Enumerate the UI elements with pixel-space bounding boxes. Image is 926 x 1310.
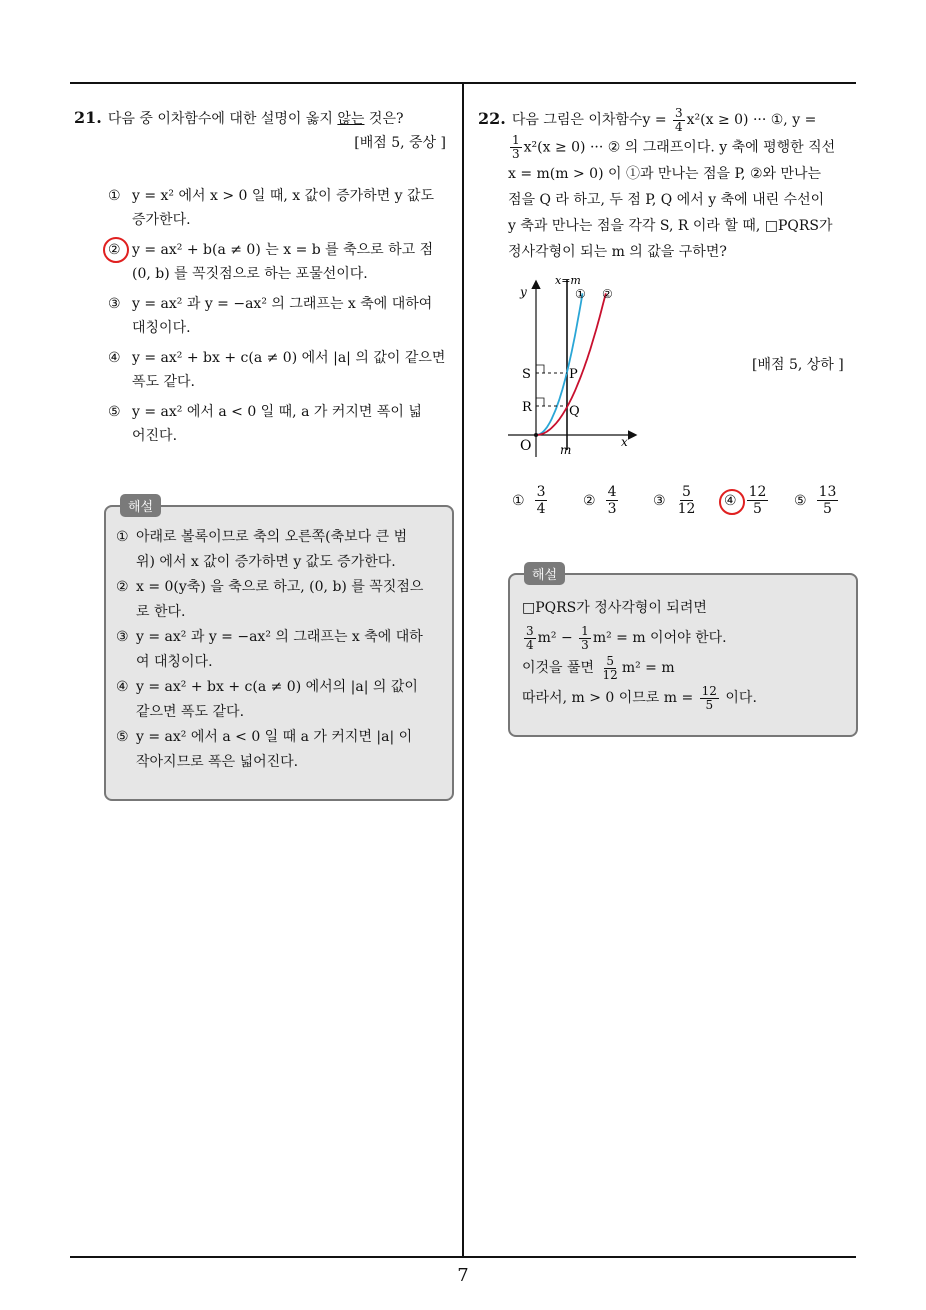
q22-line-5: y 축과 만나는 점을 각각 S, R 이라 할 때, □PQRS가	[508, 217, 833, 234]
label-c2: ②	[602, 287, 613, 301]
label-x: x	[621, 435, 628, 449]
label-S: S	[522, 367, 531, 382]
column-divider	[462, 82, 464, 1258]
q22-answer-5[interactable]: ⑤ $\frac{13}{5}$	[794, 484, 837, 517]
q22-answer-4[interactable]: ④ $\frac{12}{5}$	[724, 484, 767, 517]
question-22	[478, 106, 858, 265]
q22-answer-1[interactable]: ① $\frac{3}{4}$	[512, 484, 546, 517]
q22-solution-line-2: $\frac{3}{4}$ m² − $\frac{1}{3}$ m² = m 이어야 한다.	[526, 623, 727, 652]
q22-line-6: 정사각형이 되는 m 의 값을 구하면?	[508, 243, 727, 260]
q21-number: 21.	[74, 108, 102, 127]
q22-answer-3[interactable]: ③ $\frac{5}{12}$	[653, 484, 696, 517]
q21-stem: 21. 다음 중 이차함수에 대한 설명이 옳지 않는 것은?	[74, 108, 404, 127]
question-21	[74, 106, 446, 155]
q21-choice-4[interactable]: ④ y = ax² + bx + c(a ≠ 0) 에서 |a| 의 값이 같으면 폭도 같다.	[108, 350, 446, 390]
q22-points: [배점 5, 상하 ]	[752, 357, 844, 373]
q21-underlined-word: 않는	[337, 111, 365, 127]
q22-answer-mark-circle	[719, 489, 745, 515]
label-y: y	[520, 285, 527, 299]
label-R: R	[522, 400, 532, 415]
q22-solution-tag: 해설	[524, 562, 565, 585]
label-c1: ①	[575, 287, 586, 301]
right-angle-S	[536, 365, 544, 373]
q21-choice-5[interactable]: ⑤ y = ax² 에서 a < 0 일 때, a 가 커지면 폭이 넓 어진다.	[108, 404, 422, 444]
q21-solution-2: ② x = 0(y축) 을 축으로 하고, (0, b) 를 꼭짓점으 로 한다.	[116, 579, 424, 620]
label-x-eq-m: x=m	[555, 274, 581, 287]
q21-solution-3: ③ y = ax² 과 y = −ax² 의 그래프는 x 축에 대하 여 대칭이다.	[116, 629, 423, 670]
q22-line-2: $\frac{1}{3}$ x²(x ≥ 0) ··· ② 의 그래프이다. y 축에 평행한 직선	[512, 132, 836, 161]
q22-line-3: x = m(m > 0) 이 ①과 만나는 점을 P, ②와 만나는	[508, 165, 822, 182]
q21-solution-5: ⑤ y = ax² 에서 a < 0 일 때 a 가 커지면 |a| 이 작아지므로 폭은 넓어진다.	[116, 729, 413, 770]
q21-choices	[100, 184, 450, 454]
label-Q: Q	[569, 404, 580, 419]
q22-solution-line-4: 따라서, m > 0 이므로 m = $\frac{12}{5}$ 이다.	[522, 683, 757, 712]
q21-solution-1: ① 아래로 볼록이므로 축의 오른쪽(축보다 큰 범 위) 에서 x 값이 증가하면 y 값도 증가한다.	[116, 529, 408, 570]
label-m: m	[560, 443, 572, 457]
right-angle-R	[536, 398, 544, 406]
page-number: 7	[457, 1265, 469, 1286]
origin-point	[534, 433, 538, 437]
bottom-rule	[70, 1256, 856, 1258]
q22-answer-2[interactable]: ② $\frac{4}{3}$	[583, 484, 617, 517]
q21-solution-content	[104, 525, 444, 775]
q21-solution-4: ④ y = ax² + bx + c(a ≠ 0) 에서의 |a| 의 값이 같으면 폭도 같다.	[116, 679, 418, 720]
label-P: P	[569, 367, 578, 382]
q21-choice-1[interactable]: ① y = x² 에서 x > 0 일 때, x 값이 증가하면 y 값도 증가한다.	[108, 188, 435, 228]
q22-solution-content	[522, 593, 847, 713]
q22-solution-line-3: 이것을 풀면 $\frac{5}{12}$ m² = m	[522, 653, 675, 682]
q22-line-1: 22. 다음 그림은 이차함수y = $\frac{3}{4}$ x²(x ≥ 0) ··· ①, y =	[478, 105, 817, 134]
q21-choice-3[interactable]: ③ y = ax² 과 y = −ax² 의 그래프는 x 축에 대하여 대칭이다.	[108, 296, 433, 336]
q21-answer-mark-circle	[103, 237, 129, 263]
q22-line-4: 점을 Q 라 하고, 두 점 P, Q 에서 y 축에 내린 수선이	[508, 191, 825, 208]
q22-graph	[500, 272, 650, 462]
label-O: O	[520, 438, 532, 454]
q21-choice-2[interactable]: ② y = ax² + b(a ≠ 0) 는 x = b 를 축으로 하고 점 (0, b) 를 꼭짓점으로 하는 포물선이다.	[108, 242, 434, 282]
q21-solution-tag: 해설	[120, 494, 161, 517]
q22-solution-line-1: □PQRS가 정사각형이 되려면	[522, 600, 707, 616]
q21-points: [배점 5, 중상 ]	[354, 135, 446, 151]
